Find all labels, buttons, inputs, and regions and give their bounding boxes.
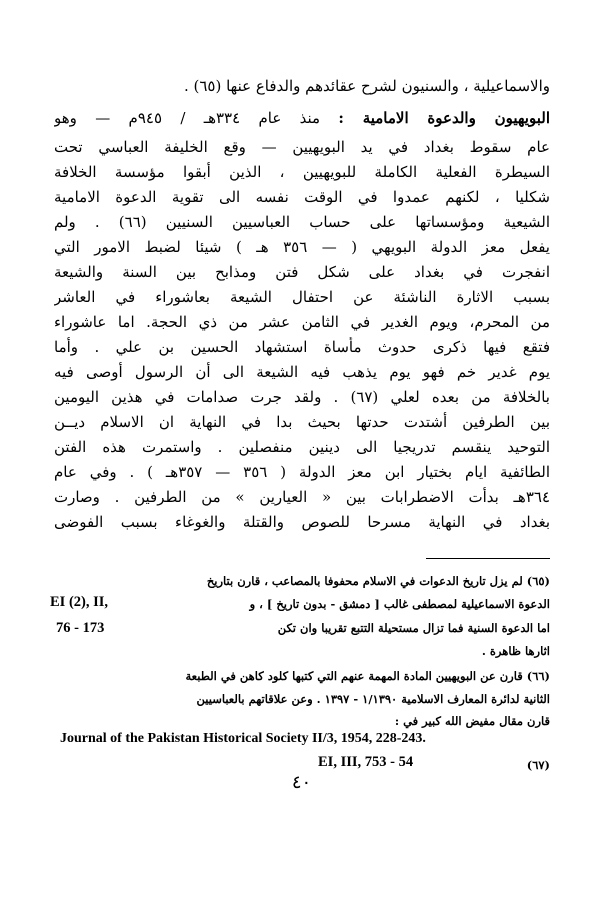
- body-line-6: الشيعية ومؤسساتها على حساب العباسيين السنيين (٦٦) . ولم: [54, 213, 550, 231]
- body-line-16: الطائفية ايام بختيار ابن معز الدولة ( ٣٥٦ — ٣٥٧هـ ) . وفي عام: [54, 463, 550, 481]
- body-line-13: بالخلافة من بعده لعلي (٦٧) . ولقد جرت صدامات في هذين اليومين: [54, 388, 550, 406]
- footnote-65-line-4: اثارها ظاهرة .: [481, 644, 550, 658]
- footnote-66-line-3: قارن مقال مفيض الله كبير في :: [394, 714, 550, 728]
- footnote-65-line-3: اما الدعوة السنية فما تزال مستحيلة التتبع تقريبا وان تكن: [277, 621, 550, 635]
- body-line-2-text: منذ عام ٣٣٤هـ / ٩٤٥م — وهو: [54, 109, 321, 127]
- body-line-3: عام سقوط بغداد في يد البويهيين — وقع الخليفة العباسي تحت: [54, 138, 550, 156]
- body-line-18: بغداد في النهاية مسرحا للصوص والقتلة والغوغاء بسبب الفوضى: [54, 513, 550, 531]
- footnote-66-journal: Journal of the Pakistan Historical Society II/3, 1954, 228-243.: [60, 731, 426, 746]
- body-line-8: انفجرت في بغداد على شكل فتن ومذابح بين السنة والشيعة: [54, 263, 550, 281]
- body-line-4: السيطرة الفعلية الكاملة للبويهيين ، الذين أبقوا مؤسسة الخلافة: [54, 163, 550, 181]
- body-line-5: شكليا ، لكنهم عمدوا في الوقت نفسه الى تقوية الدعوة الامامية: [54, 188, 550, 206]
- body-line-7: يفعل معز الدولة البويهي ( — ٣٥٦ هـ ) شيئا لضبط الامور التي: [54, 238, 550, 256]
- footnote-66-line-1: (٦٦) قارن عن البويهيين المادة المهمة عنهم التي كتبها كلود كاهن في الطبعة: [185, 669, 550, 683]
- body-line-12: يوم غدير خم فهو يوم يذهب فيه الشيعة الى أن الرسول أوصى فيه: [54, 363, 550, 381]
- body-line-2: [54, 108, 550, 128]
- footnote-65-line-1: (٦٥) لم يزل تاريخ الدعوات في الاسلام محفوفا بالمصاعب ، قارن بتاريخ: [206, 574, 550, 588]
- footnote-67-number: (٦٧): [526, 758, 550, 772]
- body-line-9: بسبب الاثارة الناشئة عن احتفال الشيعة بعاشوراء في العاشر: [54, 288, 550, 306]
- footnote-65-reference-ei: EI (2), II,: [50, 594, 109, 610]
- footnote-65-line-2: الدعوة الاسماعيلية لمصطفى غالب [ دمشق - بدون تاريخ ] ، و: [249, 597, 550, 611]
- body-line-11: فتقع فيها ذكرى حدوث مأساة استشهاد الحسين بن علي . وأما: [54, 338, 550, 356]
- footnote-66-line-2: الثانية لدائرة المعارف الاسلامية ١/١٣٩٠ - ١٣٩٧ . وعن علاقاتهم بالعباسيين: [196, 692, 550, 706]
- footnote-65-reference-pages: 76 - 173: [56, 620, 105, 636]
- body-line-14: بين الطرفين أشتدت حدتها بحيث بدا في النهاية ان الاسلام ديــن: [54, 413, 550, 431]
- body-line-15: التوحيد ينقسم تدريجيا الى دينين منفصلين . واستمرت هذه الفتن: [54, 438, 550, 456]
- body-line-17: ٣٦٤هـ بدأت الاضطرابات بين « العيارين » من الطرفين . وصارت: [54, 488, 550, 506]
- section-heading: البويهيون والدعوة الامامية :: [338, 109, 550, 127]
- footnote-separator: [426, 558, 550, 559]
- footnote-67-reference: EI, III, 753 - 54: [318, 754, 414, 770]
- body-line-10: من المحرم، ويوم الغدير في الثامن عشر من ذي الحجة. اما عاشوراء: [54, 313, 550, 331]
- body-line-1: والاسماعيلية ، والسنيون لشرح عقائدهم والدفاع عنها (٦٥) .: [183, 77, 550, 95]
- page-number: ٤٠: [291, 772, 312, 793]
